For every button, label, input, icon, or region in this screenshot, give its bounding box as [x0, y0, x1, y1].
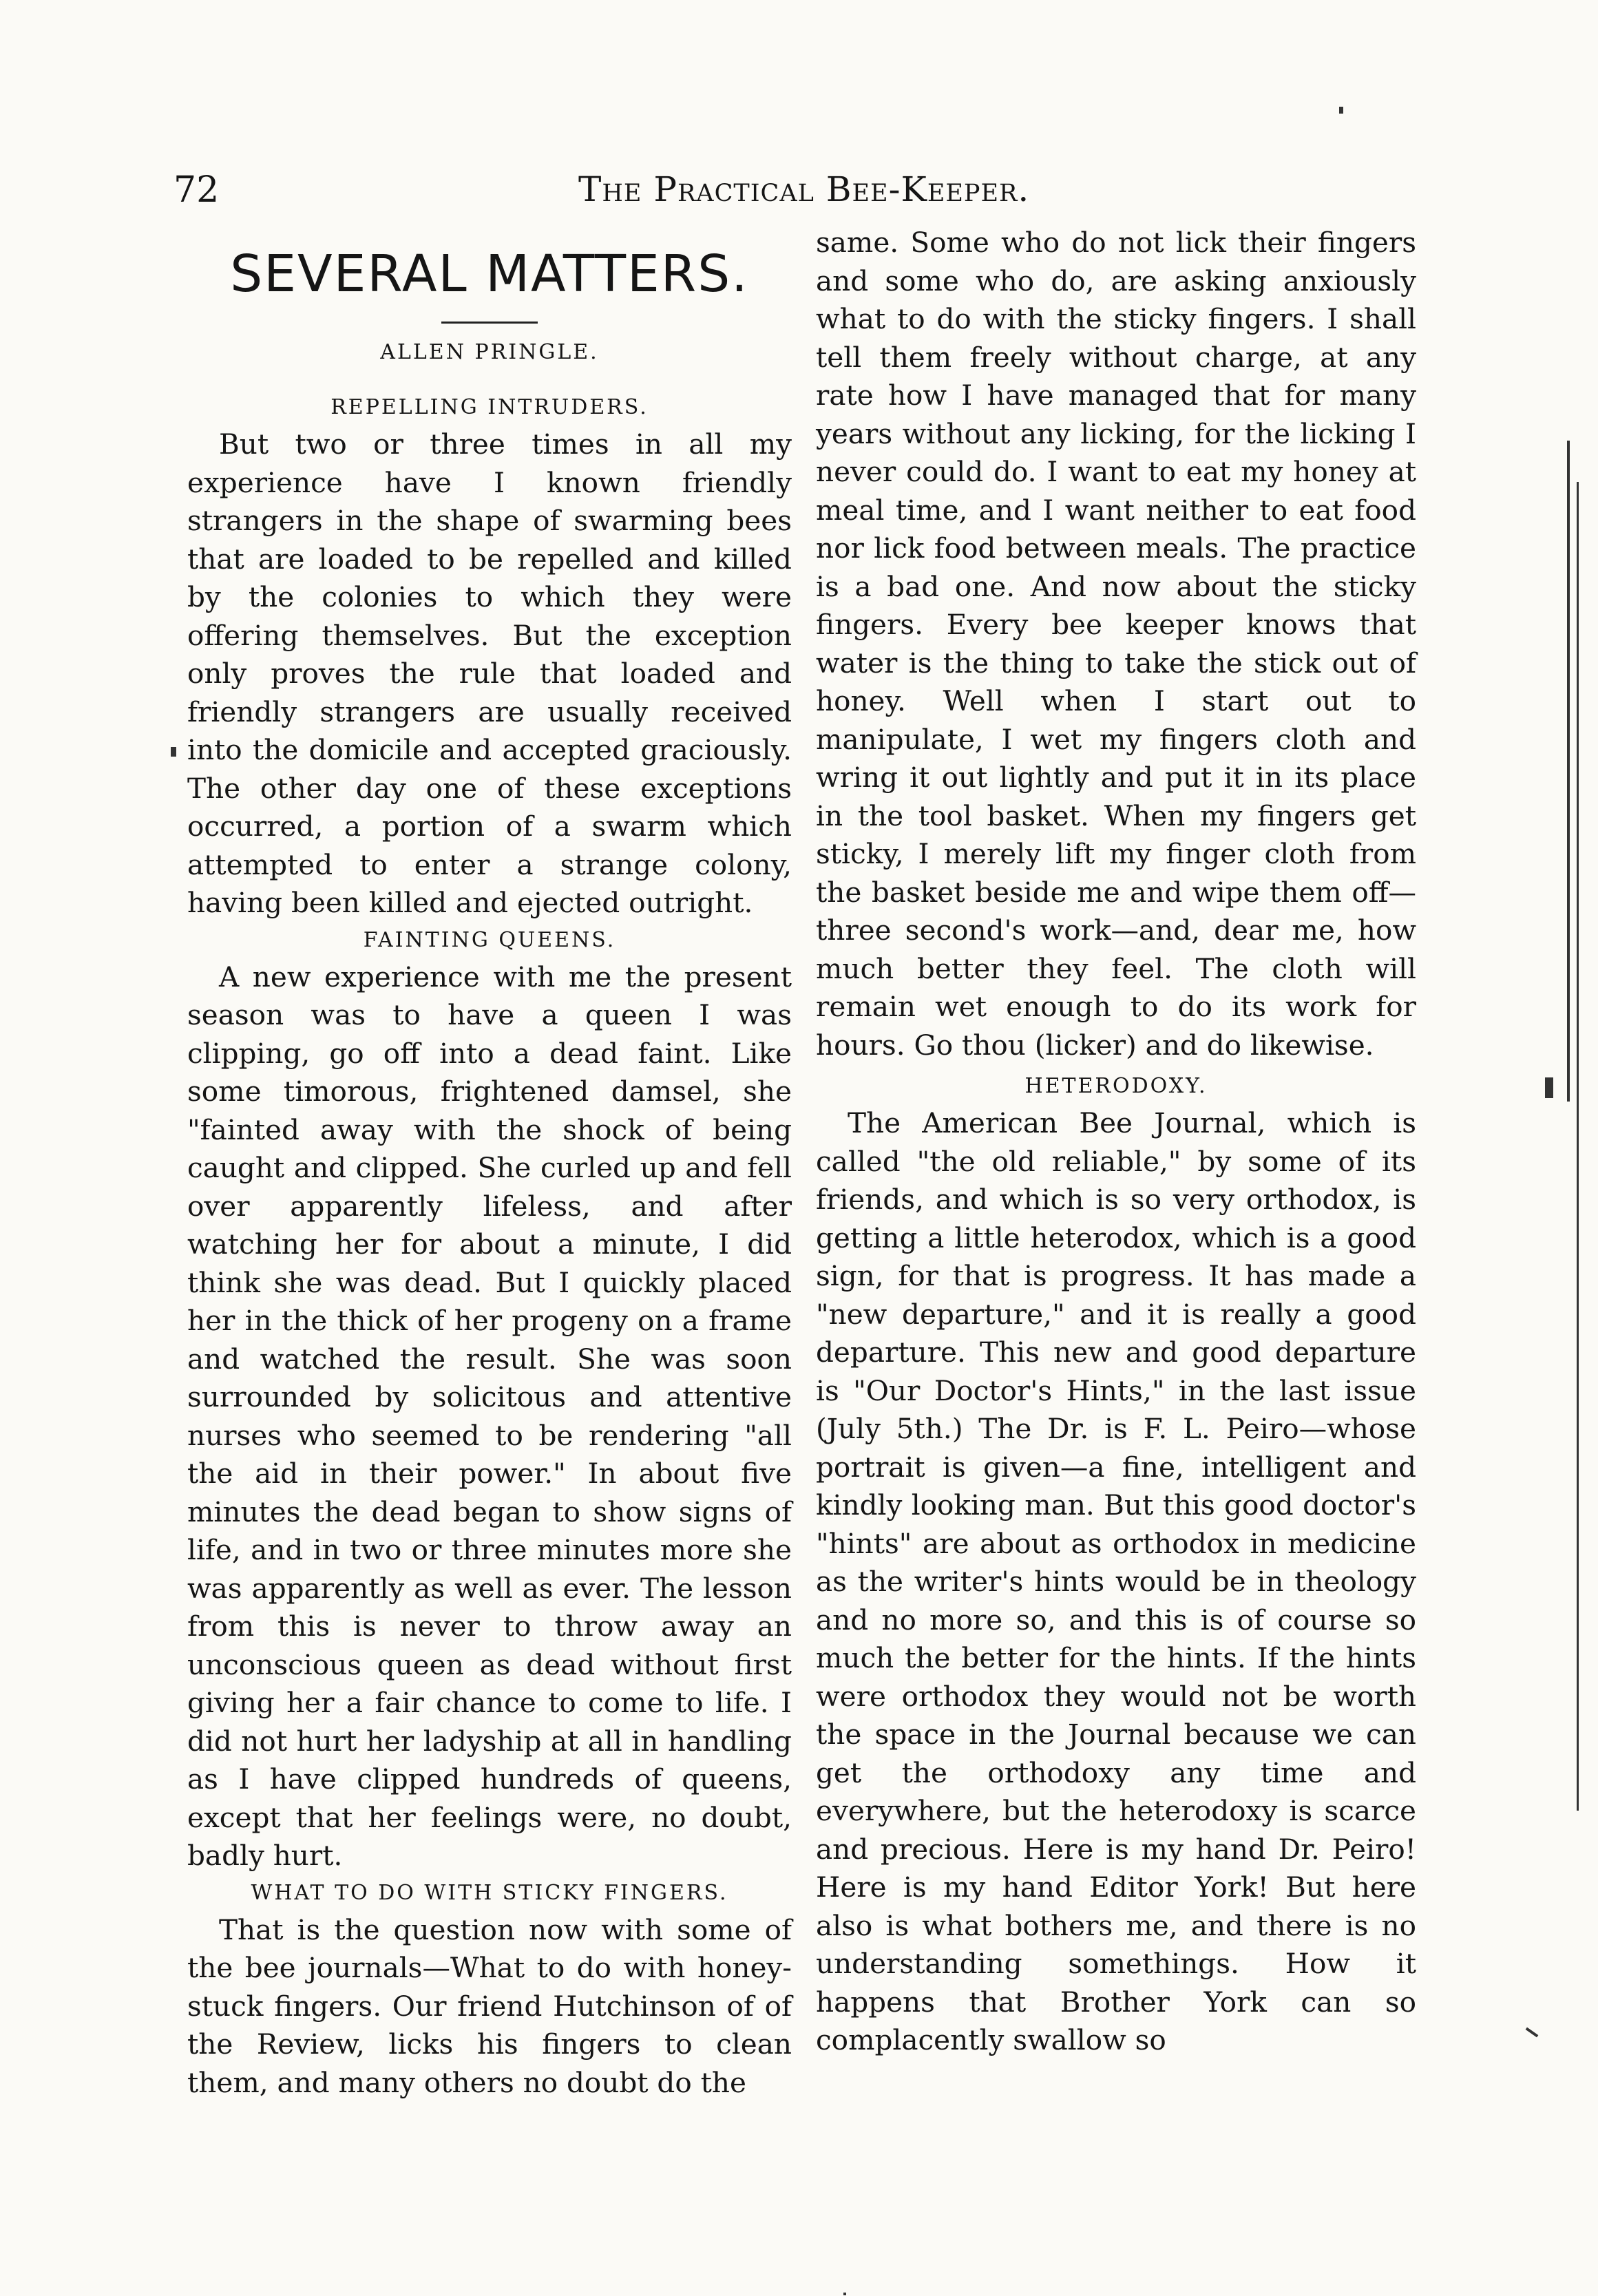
section-heading-heterodoxy: HETERODOXY.: [1024, 1074, 1208, 1098]
paragraph-sticky-fingers-continued: same. Some who do not lick their fingers and some who do, are asking anxiously what to do with the sticky fingers. I shall tell them freely without charge, at any rate how I have managed that for many years without any licking, for the licking I never could do. I want to eat my honey at meal time, and I want neither to eat food nor lick food between meals. The practice is a bad one. And now about the sticky fingers. Every bee keeper knows that water is the thing to take the stick out of honey. Well when I start out to manipulate, I wet my fingers cloth and wring it out lightly and put it in its place in the tool basket. When my fingers get sticky, I merely lift my finger cloth from the basket beside me and wipe them off—three second's work—and, dear me, how much better they feel. The cloth will remain wet enough to do its work for hours. Go thou (licker) and do likewise.: [816, 226, 1416, 1062]
scan-speck: [1339, 107, 1343, 114]
page-number: 72: [174, 169, 220, 211]
scan-speck: [843, 2293, 846, 2295]
author-byline: ALLEN PRINGLE.: [380, 340, 599, 365]
running-head: The Practical Bee-Keeper.: [578, 169, 1030, 209]
left-column: [187, 227, 792, 2102]
paragraph-fainting-queens: A new experience with me the present season was to have a queen I was clipping, go off into a dead faint. Like some timorous, frightened damsel, she "fainted away with the shock of being caught and clipped. She curled up and fell over apparently lifeless, and after watching her for about a minute, I did think she was dead. But I quickly placed her in the thick of her progeny on a frame and watched the result. She was soon surrounded by solicitous and attentive nurses who seemed to be rendering "all the aid in their power." In about five minutes the dead began to show signs of life, and in two or three minutes more she was apparently as well as ever. The lesson from this is never to throw away an unconscious queen as dead without first giving her a fair chance to come to life. I did not hurt her ladyship at all in handling as I have clipped hundreds of queens, except that her feelings were, no doubt, badly hurt.: [187, 960, 792, 1873]
section-heading-repelling-intruders: REPELLING INTRUDERS.: [330, 395, 649, 420]
section-heading-sticky-fingers: WHAT TO DO WITH STICKY FINGERS.: [251, 1880, 728, 1905]
scan-speck: [1526, 2028, 1539, 2038]
section-heading-fainting-queens: FAINTING QUEENS.: [363, 927, 616, 952]
scan-speck: [171, 747, 176, 757]
scan-margin-line: [1577, 482, 1579, 1811]
paragraph-sticky-fingers: That is the question now with some of the bee journals—What to do with honey-stuck fingers. Our friend Hutchinson of of the Review, licks his fingers to clean them, and many others no doubt do the: [187, 1913, 792, 2099]
paragraph-heterodoxy: The American Bee Journal, which is called "the old reliable," by some of its friends, and which is so very orthodox, is getting a little heterodox, which is a good sign, for that is progress. It has made a "new departure," and it is really a good departure. This new and good departure is "Our Doctor's Hints," in the last issue (July 5th.) The Dr. is F. L. Peiro—whose portrait is given—a fine, intelligent and kindly looking man. But this good doctor's "hints" are about as orthodox in medicine as the writer's hints would be in theology and no more so, and this is of course so much the better for the hints. If the hints were orthodox they would not be worth the space in the Journal because we can get the orthodoxy any time and everywhere, but the heterodoxy is scarce and precious. Here is my hand Dr. Peiro! Here is my hand Editor York! But here also is what bothers me, and there is no understanding somethings. How it happens that Brother York can so complacently swallow so: [816, 1106, 1416, 2056]
right-column: [816, 224, 1416, 2060]
paragraph-repelling-intruders: But two or three times in all my experience have I known friendly strangers in the shape of swarming bees that are loaded to be repelled and killed by the colonies to which they were offering themselves. But the exception only proves the rule that loaded and friendly strangers are usually received into the domicile and accepted graciously. The other day one of these exceptions occurred, a portion of a swarm which attempted to enter a strange colony, having been killed and ejected outright.: [187, 428, 792, 920]
title-rule: [441, 322, 538, 324]
scan-speck: [1545, 1077, 1553, 1098]
scan-margin-line: [1567, 441, 1570, 1102]
article-title: SEVERAL MATTERS.: [230, 244, 749, 304]
